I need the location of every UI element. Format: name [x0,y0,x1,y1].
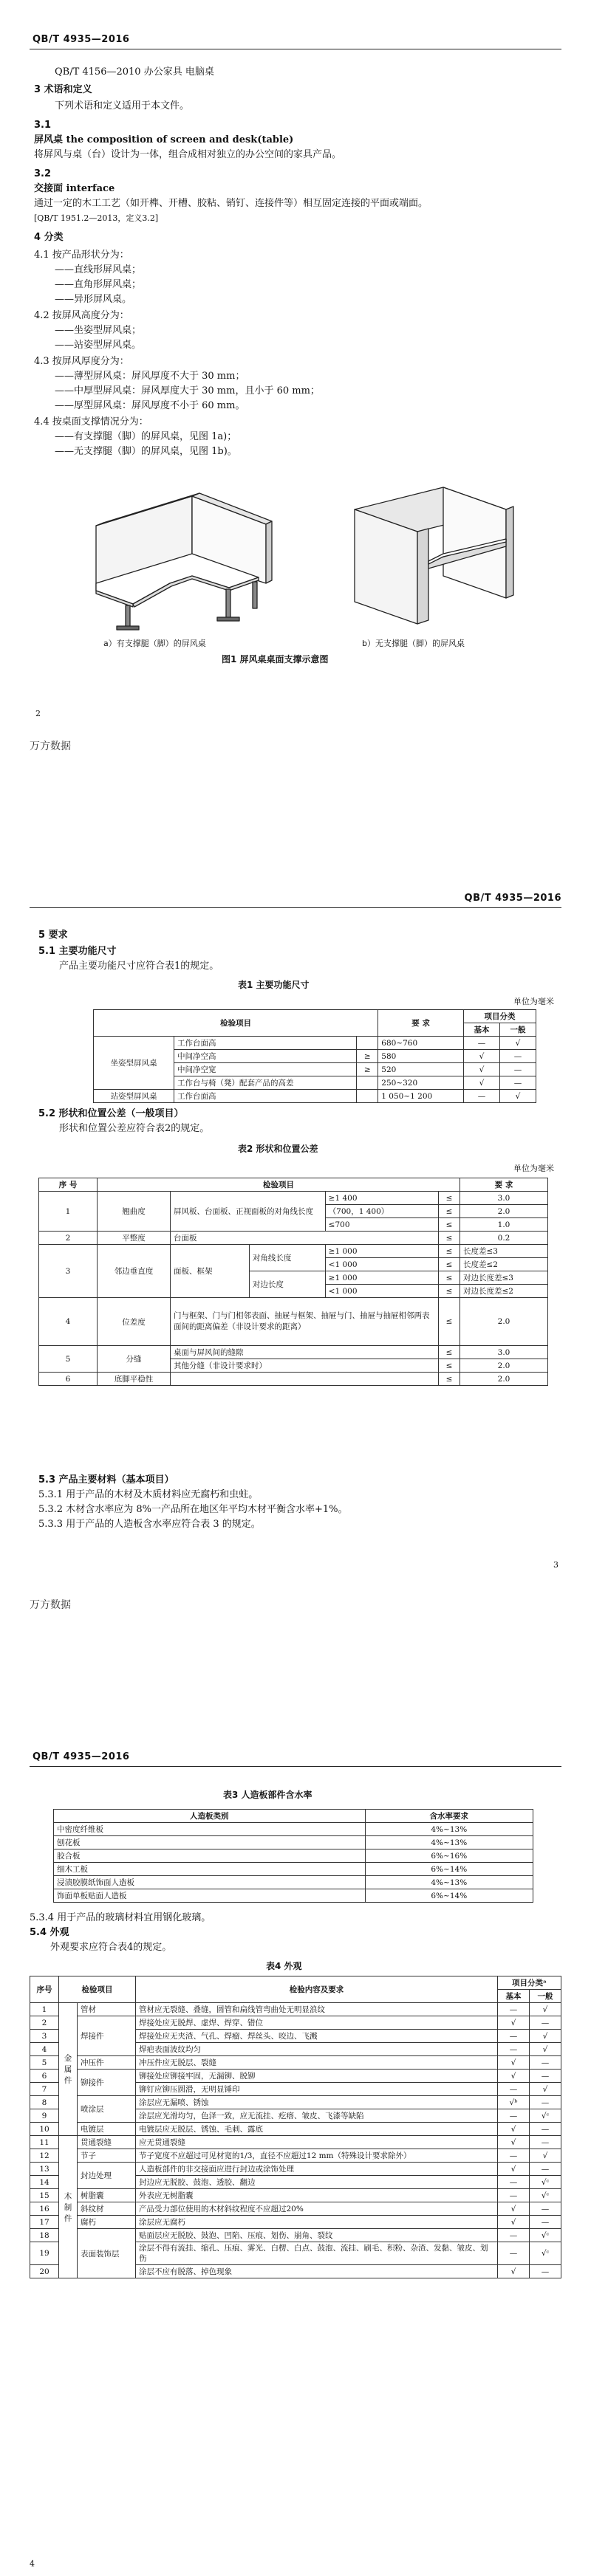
t4-cell-item: 节子 [78,2149,136,2163]
clause-4-3-item: ——中厚型屏风桌：屏风厚度大于 30 mm，且小于 60 mm； [55,385,320,396]
table-row [30,2136,561,2149]
t4-cell-basic: — [498,2149,530,2163]
t2-cell-val: 长度差≤3 [460,1245,548,1258]
table-row [39,1346,548,1359]
clause-5-4-text: 外观要求应符合表4的规定。 [50,1942,172,1953]
t4-cell-req: 管材应无裂缝、叠缝，圆管和扁线管弯曲处无明显浪纹 [136,2003,498,2016]
section-3-intro: 下列术语和定义适用于本文件。 [55,100,190,111]
t4-cell-basic: √ [498,2163,530,2176]
t1-head-general: 一般 [500,1023,536,1037]
t3-cell-moisture: 4%~13% [365,1876,533,1889]
t4-head-basic: 基本 [498,1990,530,2003]
section-3-title: 3 术语和定义 [34,84,92,95]
t1-cell-basic: √ [464,1063,500,1076]
page-number: 3 [553,1560,558,1570]
t4-cell-no: 10 [30,2123,59,2136]
t4-cell-general: √ᶜ [530,2229,561,2242]
t4-cell-no: 13 [30,2163,59,2176]
t4-cell-basic: √ [498,2136,530,2149]
t4-cell-basic: √ [498,2016,530,2030]
t2-cell-val: 3.0 [460,1192,548,1205]
t1-cell-req: 680~760 [378,1037,464,1050]
t1-cell-basic: — [464,1037,500,1050]
t1-cell-op [357,1076,378,1090]
t4-cell-no: 12 [30,2149,59,2163]
t3-cell-moisture: 6%~14% [365,1889,533,1903]
term-3-2-name: 交接面 interface [34,183,115,194]
t1-cell-general: — [500,1050,536,1063]
t4-cell-general: √ [530,2003,561,2016]
t4-cell-no: 3 [30,2030,59,2043]
t4-cell-no: 9 [30,2109,59,2123]
table-row [30,2189,561,2202]
t2-cell-item: 底脚平稳性 [98,1373,171,1386]
figure-1a-desk-with-legs [81,480,281,635]
t1-head-req: 要 求 [378,1010,464,1037]
page-header: QB/T 4935—2016 [33,1751,130,1762]
t4-cell-item: 焊接件 [78,2016,136,2056]
t4-cell-item: 喷涂层 [78,2096,136,2123]
clause-4-3-item: ——厚型屏风桌：屏风厚度不小于 60 mm。 [55,400,245,411]
clause-5-2-text: 形状和位置公差应符合表2的规定。 [59,1123,210,1134]
t4-head-no: 序号 [30,1976,59,2003]
t1-cell-item: 工作台与椅（凳）配套产品的高差 [174,1076,357,1090]
t4-head-item: 检验项目 [59,1976,136,2003]
table-row [30,2229,561,2242]
clause-4-4-item: ——无支撑腿（脚）的屏风桌，见图 1b)。 [55,446,237,457]
t3-cell-category: 中密度纤维板 [54,1823,366,1836]
t4-cell-req: 人造板部件的非交接面应进行封边或涂饰处理 [136,2163,498,2176]
table-row [54,1889,533,1903]
clause-5-3-1: 5.3.1 用于产品的木材及木质材料应无腐朽和虫蛀。 [38,1489,259,1500]
t1-cell-general: √ [500,1037,536,1050]
t4-cell-general: √ [530,2043,561,2056]
t1-cell-general: — [500,1076,536,1090]
t3-cell-moisture: 6%~14% [365,1863,533,1876]
t2-cell-item: 平整度 [98,1232,171,1245]
t4-cell-item: 电镀层 [78,2123,136,2136]
t4-cell-item: 冲压件 [78,2056,136,2070]
t1-cell-basic: √ [464,1050,500,1063]
t4-cell-basic: — [498,2242,530,2265]
t2-cell-val: 2.0 [460,1298,548,1346]
t2-cell-cond: ≥1 000 [325,1245,438,1258]
table-row [54,1876,533,1889]
table-2-title: 表2 形状和位置公差 [238,1144,318,1154]
t4-cell-no: 2 [30,2016,59,2030]
t3-head-category: 人造板类别 [54,1810,366,1823]
t4-cell-item: 封边处理 [78,2163,136,2189]
table-row [94,1090,536,1103]
t3-cell-category: 细木工板 [54,1863,366,1876]
table-3-moisture-content [53,1809,533,1903]
t4-cell-basic: √ [498,2070,530,2083]
t2-cell-no: 2 [39,1232,98,1245]
table-row [30,2003,561,2016]
clause-4-2: 4.2 按屏风高度分为： [34,310,129,321]
clause-5-3-2: 5.3.2 木材含水率应为 8%一产品所在地区年平均木材平衡含水率+1%。 [38,1504,348,1515]
t4-cell-general: — [530,2016,561,2030]
t4-category-wood: 木制件 [59,2136,78,2278]
table-row [30,2123,561,2136]
term-3-1-definition: 将屏风与桌（台）设计为一体，组合成相对独立的办公空间的家具产品。 [34,149,342,160]
t1-cell-item: 中间净空高 [174,1050,357,1063]
t2-cell-op: ≤ [439,1373,460,1386]
t4-cell-req: 焊接处应无脱焊、虚焊、焊穿、错位 [136,2016,498,2030]
t4-cell-no: 11 [30,2136,59,2149]
table-row [54,1863,533,1876]
t4-cell-no: 18 [30,2229,59,2242]
t2-cell-val: 2.0 [460,1373,548,1386]
figure-1a-caption: a）有支撑腿（脚）的屏风桌 [103,639,206,648]
t2-cell-no: 6 [39,1373,98,1386]
t2-cell-sub: 台面板 [171,1232,439,1245]
t2-cell-item: 翘曲度 [98,1192,171,1232]
t2-cell-val: 0.2 [460,1232,548,1245]
t4-cell-item: 树脂囊 [78,2189,136,2202]
table-row [54,1836,533,1849]
t4-cell-req: 外表应无树脂囊 [136,2189,498,2202]
term-3-1-number: 3.1 [34,120,52,131]
t4-cell-req: 冲压件应无脱层、裂缝 [136,2056,498,2070]
t4-cell-req: 铆接处应铆接牢固，无漏铆、脱铆 [136,2070,498,2083]
t4-cell-req: 铆钉应铆压圆滑，无明显锤印 [136,2083,498,2096]
t1-cell-op: ≥ [357,1050,378,1063]
t4-category-metal: 金属件 [59,2003,78,2136]
t2-cell-val: 对边长度差≤2 [460,1285,548,1298]
t4-cell-basic: √ᵇ [498,2096,530,2109]
t4-cell-item: 铆接件 [78,2070,136,2096]
t4-cell-general: √ᶜ [530,2189,561,2202]
t1-head-basic: 基本 [464,1023,500,1037]
table-row [54,1823,533,1836]
term-3-1-name: 屏风桌 the composition of screen and desk(table) [34,134,294,145]
t4-cell-item: 腐朽 [78,2216,136,2229]
t4-cell-general: — [530,2202,561,2216]
t4-cell-basic: — [498,2229,530,2242]
t4-cell-req: 涂层应无漏喷、锈蚀 [136,2096,498,2109]
t2-cell-op: ≤ [439,1298,460,1346]
table-row [30,2056,561,2070]
page-3 [0,1717,591,2576]
t4-cell-no: 15 [30,2189,59,2202]
table-row [30,2149,561,2163]
clause-5-1-text: 产品主要功能尺寸应符合表1的规定。 [59,961,219,972]
t2-cell-subsub: 对边长度 [249,1271,325,1298]
t4-cell-req: 贴面层应无脱胶、鼓泡、凹陷、压痕、划伤、崩角、裂纹 [136,2229,498,2242]
t1-cell-general: — [500,1063,536,1076]
clause-4-2-item: ——坐姿型屏风桌； [55,325,142,336]
t1-cell-req: 580 [378,1050,464,1063]
t4-cell-item: 管材 [78,2003,136,2016]
t4-cell-general: √ [530,2030,561,2043]
clause-4-3: 4.3 按屏风厚度分为： [34,356,129,367]
t2-cell-no: 4 [39,1298,98,1346]
t4-cell-req: 焊接处应无夹渣、气孔、焊瘤、焊丝头、咬边、飞溅 [136,2030,498,2043]
t2-cell-sub: 其他分缝（非设计要求时） [171,1359,439,1373]
t1-cell-item: 工作台面高 [174,1090,357,1103]
t2-cell-val: 对边长度差≤3 [460,1271,548,1285]
t4-cell-basic: — [498,2109,530,2123]
t2-cell-cond: （700，1 400） [325,1205,438,1218]
t2-cell-op: ≤ [439,1218,460,1232]
t4-cell-req: 节子宽度不应超过可见材宽的1/3，直径不应超过12 mm（特殊设计要求除外） [136,2149,498,2163]
t2-cell-op: ≤ [439,1346,460,1359]
t4-cell-basic: √ [498,2056,530,2070]
section-5-title: 5 要求 [38,930,68,941]
table-2-shape-position-tolerance [38,1178,548,1386]
t4-cell-general: — [530,2070,561,2083]
t1-cell-general: √ [500,1090,536,1103]
page-header: QB/T 4935—2016 [464,893,561,904]
t1-group: 站姿型屏风桌 [94,1090,174,1103]
t4-cell-general: √ [530,2149,561,2163]
t1-cell-req: 1 050~1 200 [378,1090,464,1103]
section-4-title: 4 分类 [34,232,64,243]
table-4-title: 表4 外观 [266,1961,302,1971]
table-row [30,2016,561,2030]
t4-cell-general: — [530,2136,561,2149]
t4-cell-general: — [530,2096,561,2109]
table-row [39,1245,548,1258]
t2-cell-op: ≤ [439,1192,460,1205]
t1-group: 坐姿型屏风桌 [94,1037,174,1090]
table-1-unit: 单位为毫米 [513,997,554,1006]
t4-cell-no: 17 [30,2216,59,2229]
clause-4-3-item: ——薄型屏风桌：屏风厚度不大于 30 mm； [55,371,245,382]
table-row [30,2163,561,2176]
page-header: QB/T 4935—2016 [33,34,130,45]
t2-cell-sub: 桌面与屏风间的缝隙 [171,1346,439,1359]
t2-cell-sub: 面板、框架 [171,1245,250,1298]
t2-head-no: 序 号 [39,1178,98,1192]
t1-cell-req: 520 [378,1063,464,1076]
t1-cell-req: 250~320 [378,1076,464,1090]
clause-5-1-title: 5.1 主要功能尺寸 [38,946,117,957]
t4-cell-no: 4 [30,2043,59,2056]
t2-cell-op: ≤ [439,1258,460,1271]
t2-cell-cond: <1 000 [325,1285,438,1298]
clause-5-2-title: 5.2 形状和位置公差（一般项目） [38,1108,184,1119]
t2-cell-op: ≤ [439,1359,460,1373]
table-4-appearance [30,1976,561,2278]
t4-cell-req: 电镀层应无脱层、锈蚀、毛刺、露底 [136,2123,498,2136]
t4-cell-general: √ᶜ [530,2176,561,2189]
t2-cell-cond: <1 000 [325,1258,438,1271]
t4-cell-no: 8 [30,2096,59,2109]
t3-cell-moisture: 4%~13% [365,1836,533,1849]
t2-cell-val: 1.0 [460,1218,548,1232]
t2-cell-op: ≤ [439,1205,460,1218]
header-rule [30,907,561,908]
t2-cell-sub: 屏风板、台面板、正视面板的对角线长度 [171,1192,326,1232]
t4-cell-req: 应无贯通裂缝 [136,2136,498,2149]
table-row [54,1849,533,1863]
t4-head-req: 检验内容及要求 [136,1976,498,2003]
term-3-2-definition: 通过一定的木工工艺（如开榫、开槽、胶粘、销钉、连接件等）相互固定连接的平面或端面。 [34,198,428,209]
t4-cell-basic: — [498,2176,530,2189]
t2-cell-cond: ≤700 [325,1218,438,1232]
t4-cell-no: 6 [30,2070,59,2083]
t2-cell-sub: 门与框架、门与门相邻表面、抽屉与框架、抽屉与门、抽屉与抽屉相邻两表面间的距离偏差（非设计要求的距离） [171,1298,439,1346]
t1-head-item: 检验项目 [94,1010,378,1037]
figure-1-title: 图1 屏风桌桌面支撑示意图 [222,654,329,664]
t4-cell-general: — [530,2056,561,2070]
t4-cell-req: 焊疤表面波纹均匀 [136,2043,498,2056]
t4-cell-general: √ᶜ [530,2109,561,2123]
t4-cell-req: 涂层应光滑均匀，色泽一致，应无流挂、疙瘩、皱皮、飞漆等缺陷 [136,2109,498,2123]
clause-4-4-item: ——有支撑腿（脚）的屏风桌，见图 1a)； [55,431,237,442]
t4-cell-req: 涂层不得有流挂、缩孔、压痕、雾光、白楞、白点、鼓泡、流挂、刷毛、积粉、杂渣、发黏、皱皮、划伤 [136,2242,498,2265]
t4-cell-general: — [530,2123,561,2136]
table-2-unit: 单位为毫米 [513,1164,554,1173]
t4-cell-item: 贯通裂缝 [78,2136,136,2149]
t3-cell-category: 胶合板 [54,1849,366,1863]
table-row [39,1373,548,1386]
t4-cell-general: — [530,2216,561,2229]
t4-cell-basic: √ [498,2216,530,2229]
t2-cell-item: 邻边垂直度 [98,1245,171,1298]
t3-cell-moisture: 4%~13% [365,1823,533,1836]
t4-cell-no: 7 [30,2083,59,2096]
t2-cell-cond: ≥1 000 [325,1271,438,1285]
table-row [30,2096,561,2109]
page-number: 2 [35,709,41,718]
t1-cell-item: 工作台面高 [174,1037,357,1050]
t3-cell-moisture: 6%~16% [365,1849,533,1863]
t4-cell-basic: — [498,2189,530,2202]
clause-5-3-3: 5.3.3 用于产品的人造板含水率应符合表 3 的规定。 [38,1519,261,1530]
t2-cell-op: ≤ [439,1245,460,1258]
page-number: 4 [30,2559,35,2569]
t4-cell-no: 20 [30,2265,59,2278]
t4-cell-basic: — [498,2030,530,2043]
t4-cell-no: 14 [30,2176,59,2189]
table-row [30,2202,561,2216]
term-3-2-reference: [QB/T 1951.2—2013，定义3.2] [34,213,159,223]
table-row [39,1298,548,1346]
t4-cell-basic: √ [498,2123,530,2136]
table-1-functional-dimensions [93,1009,536,1103]
t3-cell-category: 浸渍胶膜纸饰面人造板 [54,1876,366,1889]
t1-cell-item: 中间净空宽 [174,1063,357,1076]
clause-5-4-title: 5.4 外观 [30,1927,69,1938]
page-2 [0,859,591,1717]
t3-head-moisture: 含水率要求 [365,1810,533,1823]
t1-cell-op: ≥ [357,1063,378,1076]
t2-cell-op: ≤ [439,1285,460,1298]
t4-cell-req: 产品受力部位使用的木材斜纹程度不应超过20% [136,2202,498,2216]
t4-cell-req: 涂层应无腐朽 [136,2216,498,2229]
t2-cell-item: 位差度 [98,1298,171,1346]
term-3-2-number: 3.2 [34,168,52,179]
t4-cell-no: 5 [30,2056,59,2070]
clause-4-1-item: ——直角形屏风桌； [55,279,142,290]
t2-cell-no: 3 [39,1245,98,1298]
header-rule [30,1766,561,1767]
t2-head-item: 检验项目 [98,1178,460,1192]
t4-cell-no: 19 [30,2242,59,2265]
clause-5-3-4: 5.3.4 用于产品的玻璃材料宜用钢化玻璃。 [30,1912,211,1923]
t4-cell-item: 斜纹材 [78,2202,136,2216]
t4-cell-general: √ [530,2083,561,2096]
table-row [39,1192,548,1205]
t4-cell-basic: √ [498,2202,530,2216]
t2-cell-val: 2.0 [460,1205,548,1218]
t3-cell-category: 饰面单板贴面人造板 [54,1889,366,1903]
normative-reference: QB/T 4156—2010 办公家具 电脑桌 [55,66,214,78]
clause-4-2-item: ——站姿型屏风桌。 [55,340,142,351]
t4-cell-general: — [530,2265,561,2278]
t4-cell-req: 封边应无脱胶、鼓泡、透胶、翻边 [136,2176,498,2189]
t2-head-req: 要 求 [460,1178,548,1192]
t4-cell-basic: — [498,2083,530,2096]
t2-cell-item: 分缝 [98,1346,171,1373]
page-1 [0,0,591,859]
clause-4-4: 4.4 按桌面支撑情况分为： [34,416,148,427]
t1-cell-op [357,1090,378,1103]
clause-5-3-title: 5.3 产品主要材料（基本项目） [38,1474,174,1486]
t4-cell-basic: — [498,2043,530,2056]
t4-cell-basic: √ [498,2265,530,2278]
t2-cell-val: 长度差≤2 [460,1258,548,1271]
t4-cell-no: 1 [30,2003,59,2016]
clause-4-1-item: ——直线形屏风桌； [55,264,142,275]
table-3-title: 表3 人造板部件含水率 [223,1790,312,1800]
t2-cell-subsub: 对角线长度 [249,1245,325,1271]
table-1-title: 表1 主要功能尺寸 [238,980,310,990]
t1-cell-op [357,1037,378,1050]
t2-cell-op: ≤ [439,1271,460,1285]
figure-1b-caption: b）无支撑腿（脚）的屏风桌 [362,639,465,648]
figure-1b-desk-without-legs [332,480,525,635]
t3-cell-category: 刨花板 [54,1836,366,1849]
t4-cell-general: — [530,2163,561,2176]
t2-cell-op: ≤ [439,1232,460,1245]
t4-cell-general: √ᶜ [530,2242,561,2265]
clause-4-1: 4.1 按产品形状分为： [34,250,129,261]
t4-head-general: 一般 [530,1990,561,2003]
t4-cell-item: 表面装饰层 [78,2229,136,2278]
t4-cell-req: 涂层不应有脱落、掉色现象 [136,2265,498,2278]
watermark-footer: 万方数据 [30,741,71,752]
watermark-footer: 万方数据 [30,1599,71,1611]
table-row [30,2216,561,2229]
table-row [30,2070,561,2083]
t1-cell-basic: — [464,1090,500,1103]
t2-cell-val: 2.0 [460,1359,548,1373]
t4-cell-basic: — [498,2003,530,2016]
t4-cell-no: 16 [30,2202,59,2216]
t1-head-class: 项目分类 [464,1010,536,1023]
t2-cell-no: 1 [39,1192,98,1232]
table-row [94,1037,536,1050]
table-row [39,1232,548,1245]
clause-4-1-item: ——异形屏风桌。 [55,294,132,305]
t2-cell-no: 5 [39,1346,98,1373]
t2-cell-cond: ≥1 400 [325,1192,438,1205]
t2-cell-val: 3.0 [460,1346,548,1359]
t4-head-class: 项目分类ᵃ [498,1976,561,1990]
t1-cell-basic: √ [464,1076,500,1090]
